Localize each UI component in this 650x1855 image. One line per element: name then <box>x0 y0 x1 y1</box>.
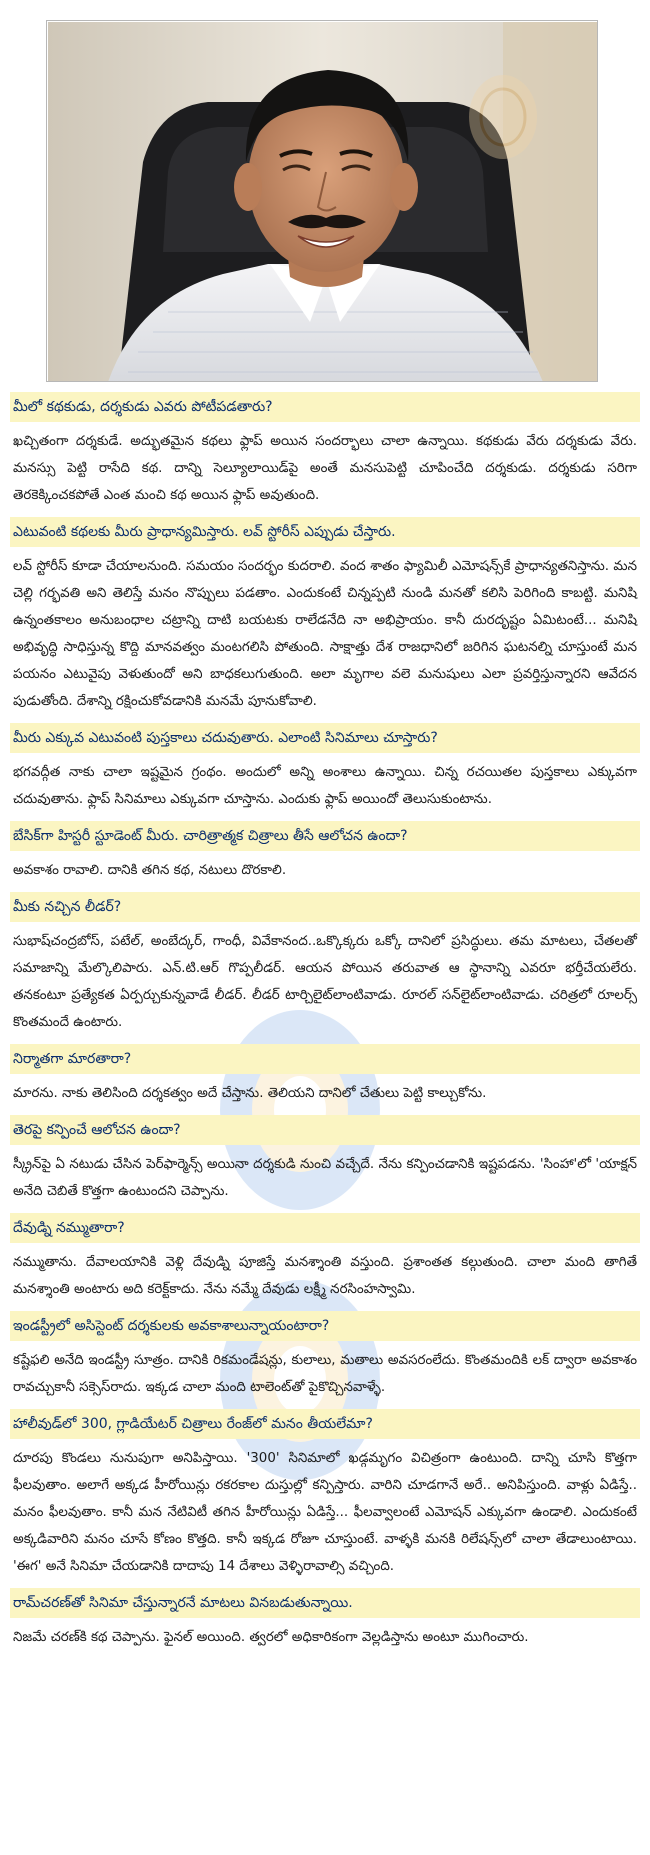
question-heading: మీకు నచ్చిన లీడర్? <box>10 892 640 922</box>
interview-content <box>10 386 640 1653</box>
qa-section <box>10 1409 640 1582</box>
question-heading: తెరపై కన్పించే ఆలోచన ఉందా? <box>10 1115 640 1145</box>
question-heading: దేవుడ్ని నమ్ముతారా? <box>10 1213 640 1243</box>
qa-section <box>10 892 640 1038</box>
question-heading: బేసిక్‌గా హిస్టరీ స్టూడెంట్ మీరు. చారిత్రాత్మక చిత్రాలు తీసే ఆలోచన ఉందా? <box>10 821 640 851</box>
qa-section <box>10 392 640 511</box>
qa-section <box>10 1311 640 1403</box>
answer-text: నిజమే చరణ్‌కి కథ చెప్పాను. ఫైనల్ అయింది. త్వరలో అధికారికంగా వెల్లడిస్తాను అంటూ ముగించారు. <box>13 1630 529 1645</box>
question-heading: హాలీవుడ్‌లో 300, గ్లాడియేటర్ చిత్రాలు రేంజ్‌లో మనం తీయలేమా? <box>10 1409 640 1439</box>
question-heading: ఎటువంటి కథలకు మీరు ప్రాధాన్యమిస్తారు. లవ్ స్టోరీస్ ఎప్పుడు చేస్తారు. <box>10 517 640 547</box>
question-heading: ఇండస్ట్రీలో అసిస్టెంట్ దర్శకులకు అవకాశాలున్నాయంటారా? <box>10 1311 640 1341</box>
answer-text: లవ్ స్టోరీస్ కూడా చేయాలనుంది. సమయం సందర్భం కుదరాలి. వంద శాతం ఫ్యామిలీ ఎమోషన్స్‌కే ప్రాధాన్యతనిస్తాను. మన చెల్లి గర్భవతి అని తెలిస్తే మనం నొప్పులు పడతాం. ఎందుకంటే చిన్నప్పటి నుండి మనతో కలిసి పెరిగింది కాబట్టి. మనిషి ఉన్నంతకాలం అనుబంధాల చట్రాన్ని దాటి బయటకు రాలేడనేది నా అభిప్రాయం. కానీ దురదృష్టం ఏమిటంటే... మనిషి అభివృద్ధి సాధిస్తున్న కొద్ది మానవత్వం మంటగలిసి పోతుంది. సాక్షాత్తు దేశ రాజధానిలో జరిగిన ఘటనల్ని చూస్తుంటే మన పయనం ఎటువైపు వెళుతుందో అని బాధకలుగుతుంది. అలా మృగాల వలె మనుషులు ఎలా ప్రవర్తిస్తున్నారని ఆవేదన పుడుతోంది. దేశాన్ని రక్షించుకోవడానికి మనమే పూనుకోవాలి. <box>13 559 637 709</box>
question-heading: మీలో కథకుడు, దర్శకుడు ఎవరు పోటీపడతారు? <box>10 392 640 422</box>
answer-text: ఖచ్చితంగా దర్శకుడే. అద్భుతమైన కథలు ఫ్లాప్ అయిన సందర్భాలు చాలా ఉన్నాయి. కథకుడు వేరు దర్శకుడు వేరు. మనస్సు పెట్టి రాసేది కథ. దాన్ని సెల్యూలాయిడ్‌పై అంతే మనసుపెట్టి చూపించేది దర్శకుడు. దర్శకుడు సరిగా తెరకెక్కించకపోతే ఎంత మంచి కథ అయిన ఫ్లాప్ అవుతుంది. <box>13 434 637 503</box>
qa-section <box>10 821 640 886</box>
qa-section <box>10 723 640 815</box>
question-heading: మీరు ఎక్కువ ఎటువంటి పుస్తకాలు చదువుతారు. ఎలాంటి సినిమాలు చూస్తారు? <box>10 723 640 753</box>
answer-text: భగవద్గీత నాకు చాలా ఇష్టమైన గ్రంథం. అందులో అన్ని అంశాలు ఉన్నాయి. చిన్న రచయితల పుస్తకాలు ఎక్కువగా చదువుతాను. ఫ్లాప్ సినిమాలు ఎక్కువగా చూస్తాను. ఎందుకు ఫ్లాప్ అయిందో తెలుసుకుంటాను. <box>13 765 637 807</box>
portrait-photo <box>48 22 598 382</box>
answer-text: కష్టేఫలి అనేది ఇండస్ట్రీ సూత్రం. దానికి రికమండేషన్లు, కులాలు, మతాలు అవసరంలేదు. కొంతమందికి లక్ ద్వారా అవకాశం రావచ్చుకానీ సక్సెస్‌రాదు. ఇక్కడ చాలా మంది టాలెంట్‌తో పైకొచ్చినవాళ్ళే. <box>13 1353 637 1395</box>
qa-section <box>10 1115 640 1207</box>
question-heading: రామ్‌చరణ్‌తో సినిమా చేస్తున్నారనే మాటలు వినబడుతున్నాయి. <box>10 1588 640 1618</box>
qa-section <box>10 517 640 717</box>
answer-text: అవకాశం రావాలి. దానికి తగిన కథ, నటులు దొరకాలి. <box>13 863 287 878</box>
answer-text: మారను. నాకు తెలిసింది దర్శకత్వం అదే చేస్తాను. తెలియని దానిలో చేతులు పెట్టి కాల్చుకోను. <box>13 1086 487 1101</box>
qa-section <box>10 1213 640 1305</box>
answer-text: నమ్ముతాను. దేవాలయానికి వెళ్లి దేవుడ్ని పూజిస్తే మనశ్శాంతి వస్తుంది. ప్రశాంతత కల్గుతుంది. చాలా మంది తాగితే మనశ్శాంతి అంటారు అది కరెక్ట్‌కాదు. నేను నమ్మే దేవుడు లక్ష్మీ నరసింహస్వామి. <box>13 1255 637 1297</box>
answer-text: స్క్రీన్‌పై ఏ నటుడు చేసిన పెర్‌ఫార్మెన్స్ అయినా దర్శకుడి నుంచి వచ్చేదే. నేను కన్పించడానికి ఇష్టపడను. 'సింహా'లో 'యాక్షన్ అనేది చెబితే కొత్తగా ఉంటుందని చెప్పాను. <box>13 1157 637 1199</box>
answer-text: సుభాష్‌చంద్రబోస్, పటేల్, అంబేద్కర్, గాంధీ, వివేకానంద..ఒక్కొక్కరు ఒక్కో దానిలో ప్రసిద్ధులు. తమ మాటలు, చేతలతో సమాజాన్ని మేల్కొలిపారు. ఎన్.టి.ఆర్ గొప్పలీడర్. ఆయన పోయిన తరువాత ఆ స్థానాన్ని ఎవరూ భర్తీచేయలేరు. తనకంటూ ప్రత్యేకత ఏర్పర్చుకున్నవాడే లీడర్. లీడర్ టార్చిలైట్‌లాంటివాడు. రూరల్ సన్‌లైట్‌లాంటివాడు. చరిత్రలో రూలర్స్ కొంతమందే ఉంటారు. <box>13 934 637 1030</box>
answer-text: దూరపు కొండలు నునుపుగా అనిపిస్తాయి. '300' సినిమాలో ఖడ్గమృగం విచిత్రంగా ఉంటుంది. దాన్ని చూసి కొత్తగా ఫీలవుతాం. అలాగే అక్కడ హీరోయిన్లు రకరకాల దుస్తుల్లో కన్పిస్తారు. వారిని చూడగానే అరే.. అనిపిస్తుంది. వాళ్లు ఏడిస్తే.. మనం ఫీలవుతాం. కానీ మన నేటివిటీ తగిన హీరోయిన్లు ఏడిస్తే... ఫీలవ్వాలంటే ఎమోషన్ ఎక్కువగా ఉండాలి. ఎందుకంటే అక్కడివారిని మనం చూసే కోణం కొత్తది. కానీ ఇక్కడ రోజూ చూస్తుంటే. వాళ్ళకి మనకి రిలేషన్స్‌లో చాలా తేడాలుంటాయి. 'ఈగ' అనే సినిమా చేయడానికి దాదాపు 14 దేశాలు వెళ్ళిరావాల్సి వచ్చింది. <box>13 1451 637 1574</box>
qa-section <box>10 1044 640 1109</box>
question-heading: నిర్మాతగా మారతారా? <box>10 1044 640 1074</box>
qa-section <box>10 1588 640 1653</box>
